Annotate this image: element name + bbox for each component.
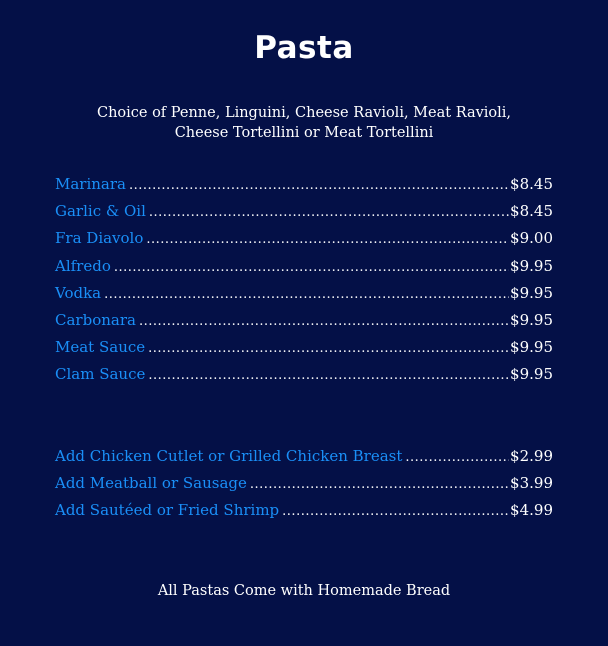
item-name: Fra Diavolo [55, 229, 144, 248]
dot-leader [104, 287, 509, 302]
menu-item-clam-sauce [55, 365, 553, 392]
item-name: Meat Sauce [55, 338, 146, 357]
addon-item-shrimp [55, 501, 553, 528]
pasta-choice-line-1: Choice of Penne, Linguini, Cheese Ravioli, Meat Ravioli, [96, 105, 512, 121]
dot-leader [148, 368, 509, 383]
item-price: $9.95 [510, 338, 553, 357]
item-price: $8.45 [510, 202, 553, 221]
menu-item-marinara [55, 175, 553, 202]
item-name: Clam Sauce [55, 365, 146, 384]
item-name: Garlic & Oil [55, 202, 146, 221]
pasta-choice-note [0, 103, 608, 143]
menu-item-garlic-oil [55, 202, 553, 229]
page-title: Pasta [254, 30, 354, 66]
item-price: $8.45 [510, 175, 553, 193]
dot-leader [114, 260, 509, 275]
addon-list [55, 447, 553, 529]
footer-note: All Pastas Come with Homemade Bread [157, 583, 451, 599]
item-name: Alfredo [55, 256, 111, 275]
addon-item-meatball-sausage [55, 474, 553, 501]
item-name: Add Meatball or Sausage [55, 474, 247, 493]
item-price: $4.99 [510, 501, 553, 520]
item-price: $9.95 [510, 256, 553, 275]
menu-item-carbonara [55, 311, 553, 338]
dot-leader [146, 232, 509, 247]
dot-leader [405, 450, 509, 465]
item-name: Vodka [55, 283, 102, 302]
item-price: $9.95 [510, 310, 553, 329]
dot-leader [282, 504, 509, 519]
item-name: Add Chicken Cutlet or Grilled Chicken Breast [55, 447, 403, 465]
item-price: $3.99 [510, 474, 553, 493]
item-name: Carbonara [55, 310, 136, 329]
item-price: $9.95 [510, 283, 553, 302]
dot-leader [139, 314, 509, 329]
item-price: $2.99 [510, 447, 553, 465]
menu-item-vodka [55, 284, 553, 311]
item-name: Add Sautéed or Fried Shrimp [55, 501, 280, 520]
menu-item-alfredo [55, 257, 553, 284]
pasta-choice-line-2: Cheese Tortellini or Meat Tortellini [174, 125, 434, 141]
item-name: Marinara [55, 175, 126, 193]
dot-leader [148, 341, 509, 356]
addon-item-chicken [55, 447, 553, 474]
dot-leader [129, 178, 509, 193]
menu-item-meat-sauce [55, 338, 553, 365]
pasta-list [55, 175, 553, 393]
menu-item-fra-diavolo [55, 229, 553, 256]
item-price: $9.95 [510, 365, 553, 384]
item-price: $9.00 [510, 229, 553, 248]
dot-leader [250, 477, 509, 492]
dot-leader [149, 205, 509, 220]
